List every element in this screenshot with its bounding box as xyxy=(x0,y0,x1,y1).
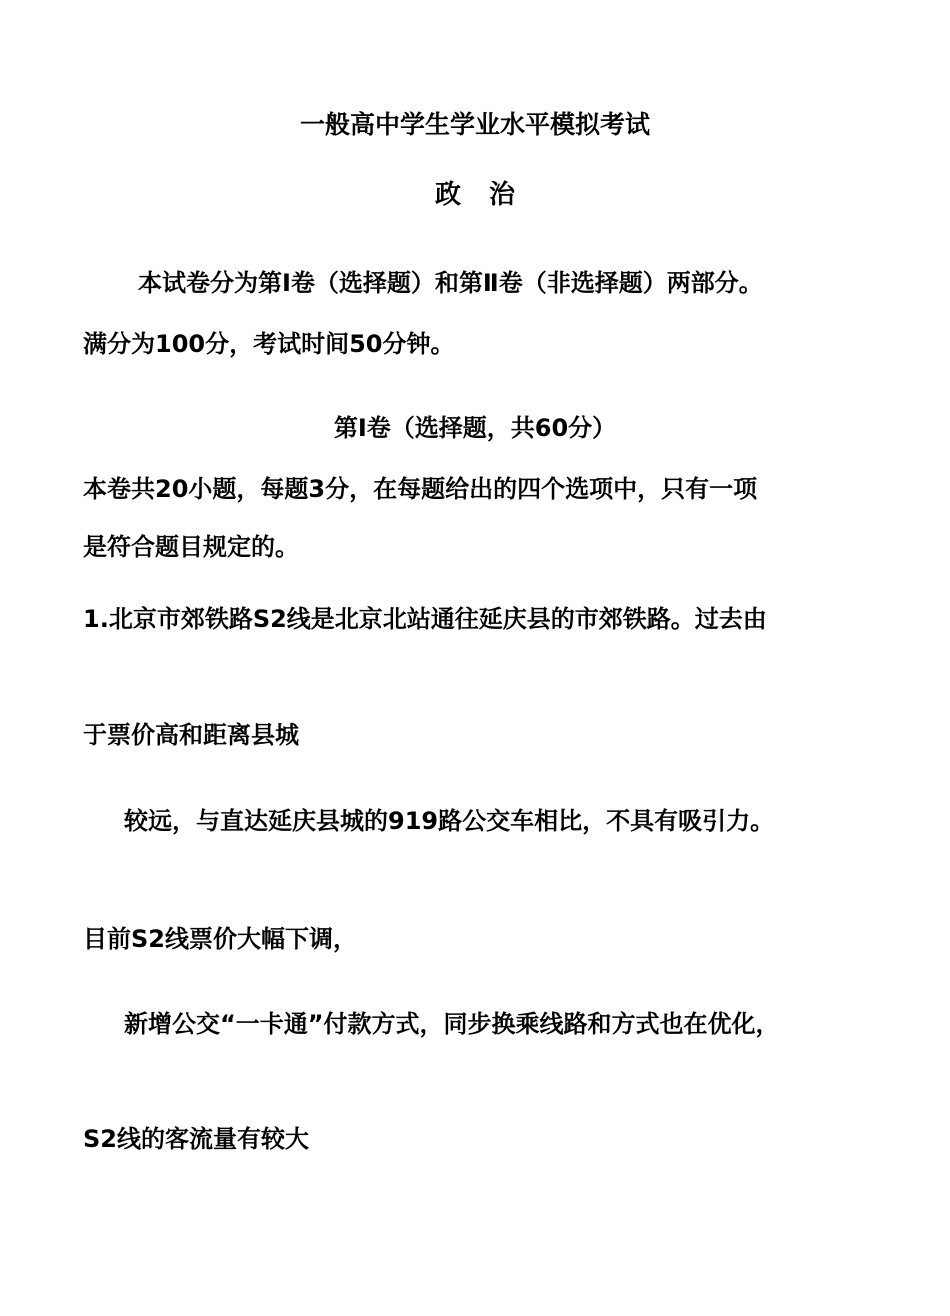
question-1-line-4: 目前S2线票价大幅下调， xyxy=(83,925,357,953)
question-1-line-6: S2线的客流量有较大 xyxy=(83,1125,309,1153)
section-heading: 第Ⅰ卷（选择题，共60分） xyxy=(333,414,617,442)
section-instructions-line-2: 是符合题目规定的。 xyxy=(83,533,299,561)
question-1-line-2: 于票价高和距离县城 xyxy=(83,721,299,749)
question-1-line-1: 1.北京市郊铁路S2线是北京北站通往延庆县的市郊铁路。过去由 xyxy=(83,605,767,633)
intro-line-2: 满分为100分，考试时间50分钟。 xyxy=(83,330,455,358)
section-instructions-line-1: 本卷共20小题，每题3分，在每题给出的四个选项中，只有一项 xyxy=(83,475,758,503)
question-1-line-5: 新增公交“一卡通”付款方式，同步换乘线路和方式也在优化， xyxy=(124,1010,780,1038)
subject-title: 政治 xyxy=(434,180,543,210)
question-1-line-3: 较远，与直达延庆县城的919路公交车相比，不具有吸引力。 xyxy=(124,807,775,835)
exam-title: 一般高中学生学业水平模拟考试 xyxy=(299,110,650,139)
intro-line-1: 本试卷分为第Ⅰ卷（选择题）和第Ⅱ卷（非选择题）两部分。 xyxy=(138,269,763,297)
